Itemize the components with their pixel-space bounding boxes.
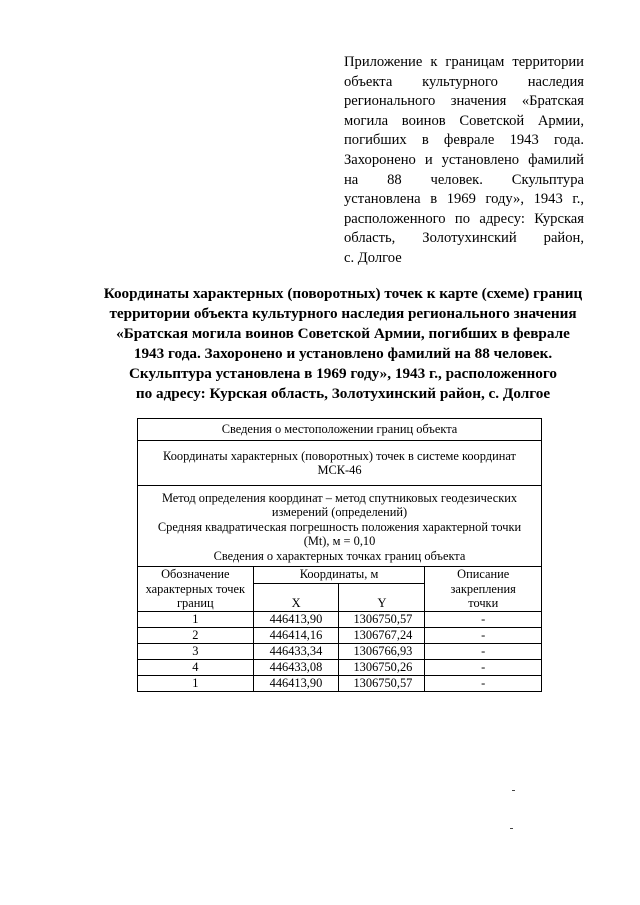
description-header-line: закрепления: [450, 581, 516, 596]
description-header: [425, 567, 542, 612]
table-row: [138, 659, 542, 675]
appendix-line: объекта культурного наследия: [344, 73, 584, 90]
x-coordinate-cell: 446433,34: [253, 643, 339, 659]
point-number-cell: 1: [138, 611, 254, 627]
method-cell: [138, 486, 542, 567]
designation-header-line: границ: [176, 596, 214, 610]
designation-header-line: Обозначение: [161, 567, 230, 581]
document-heading: [88, 284, 598, 404]
scan-speck: [510, 828, 513, 829]
coordinate-system-line: МСК-46: [317, 463, 362, 477]
appendix-line: могила воинов Советской Армии,: [344, 112, 584, 129]
description-cell: -: [425, 643, 542, 659]
x-coordinate-cell: 446414,16: [253, 627, 339, 643]
x-coordinate-cell: 446413,90: [253, 611, 339, 627]
y-coordinate-cell: 1306750,57: [339, 611, 425, 627]
appendix-line: Приложение к границам территории: [344, 54, 584, 70]
point-number-cell: 3: [138, 643, 254, 659]
coordinates-table: [137, 418, 542, 692]
description-cell: -: [425, 627, 542, 643]
method-line: Метод определения координат – метод спутниковых геодезических: [161, 490, 518, 505]
scan-speck: [512, 790, 515, 791]
section-title-cell: Сведения о местоположении границ объекта: [138, 419, 542, 441]
method-row: [138, 486, 542, 567]
appendix-line: с. Долгое: [344, 249, 402, 266]
section-title-row: [138, 419, 542, 441]
appendix-line: расположенного по адресу: Курская: [344, 210, 584, 227]
header-row: [138, 567, 542, 584]
x-coordinate-cell: 446413,90: [253, 675, 339, 691]
appendix-line: регионального значения «Братская: [344, 93, 584, 110]
coordinate-system-row: [138, 441, 542, 486]
x-coordinate-cell: 446433,08: [253, 659, 339, 675]
designation-header: [138, 567, 254, 612]
heading-line: по адресу: Курская область, Золотухинский район, с. Долгое: [135, 385, 551, 402]
y-coordinate-cell: 1306767,24: [339, 627, 425, 643]
method-line: измерений (определений): [271, 505, 408, 520]
description-cell: -: [425, 659, 542, 675]
x-header: X: [253, 583, 339, 611]
heading-line: территории объекта культурного наследия регионального значения: [109, 305, 577, 322]
point-number-cell: 2: [138, 627, 254, 643]
coordinate-system-cell: [138, 441, 542, 486]
appendix-line: Захоронено и установлено фамилий: [344, 151, 584, 168]
y-coordinate-cell: 1306750,57: [339, 675, 425, 691]
appendix-line: установлена в 1969 году», 1943 г.,: [344, 191, 584, 208]
accuracy-line: Средняя квадратическая погрешность положения характерной точки: [157, 519, 522, 534]
table-row: [138, 611, 542, 627]
heading-line: 1943 года. Захоронено и установлено фамилий на 88 человек.: [133, 345, 553, 362]
description-cell: -: [425, 675, 542, 691]
y-coordinate-cell: 1306750,26: [339, 659, 425, 675]
points-subtitle-line: Сведения о характерных точках границ объекта: [213, 548, 466, 563]
designation-header-line: характерных точек: [145, 581, 245, 596]
coordinate-system-line: Координаты характерных (поворотных) точек в системе координат: [163, 448, 516, 463]
coordinates-header: Координаты, м: [253, 567, 425, 584]
appendix-line: погибших в феврале 1943 года.: [344, 132, 584, 149]
table-row: [138, 627, 542, 643]
heading-line: Координаты характерных (поворотных) точек к карте (схеме) границ: [103, 285, 583, 302]
table-row: [138, 675, 542, 691]
heading-line: Скульптура установлена в 1969 году», 1943 г., расположенного: [128, 365, 558, 382]
point-number-cell: 4: [138, 659, 254, 675]
description-header-line: точки: [468, 596, 499, 610]
y-header: Y: [339, 583, 425, 611]
appendix-block: [344, 53, 584, 269]
accuracy-line: (Mt), м = 0,10: [303, 534, 376, 549]
appendix-line: на 88 человек. Скульптура: [344, 171, 584, 188]
description-cell: -: [425, 611, 542, 627]
y-coordinate-cell: 1306766,93: [339, 643, 425, 659]
description-header-line: Описание: [457, 567, 510, 581]
heading-line: «Братская могила воинов Советской Армии, погибших в феврале: [116, 325, 570, 342]
point-number-cell: 1: [138, 675, 254, 691]
appendix-line: область, Золотухинский район,: [344, 230, 584, 247]
table-row: [138, 643, 542, 659]
